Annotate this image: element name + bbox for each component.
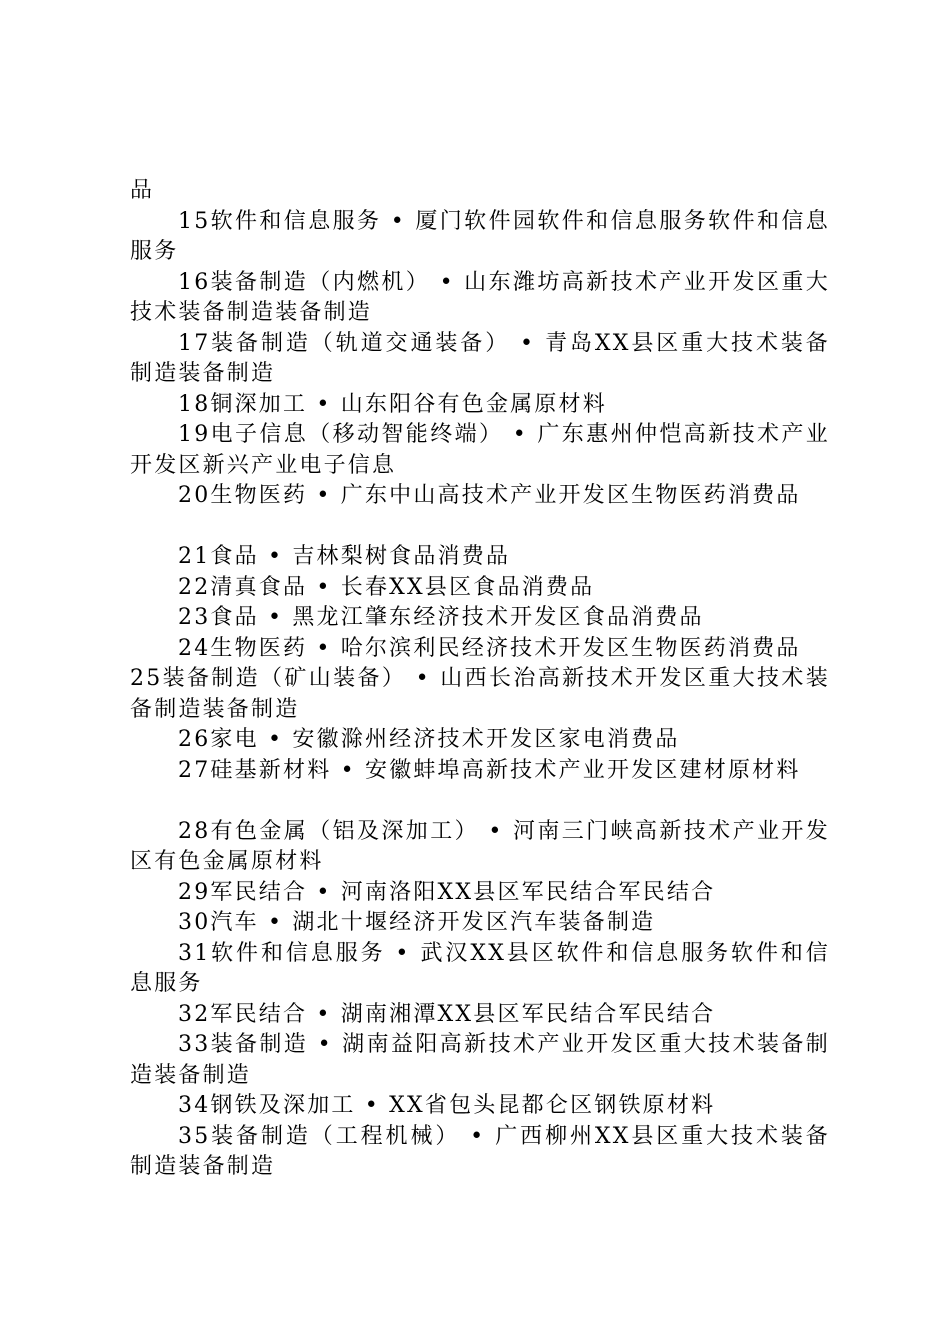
paragraph-2: 16装备制造（内燃机） • 山东潍坊高新技术产业开发区重大技术装备制造装备制造 [130, 269, 830, 325]
paragraph-13: 27硅基新材料 • 安徽蚌埠高新技术产业开发区建材原材料 [178, 757, 801, 783]
paragraph-10: 24生物医药 • 哈尔滨利民经济技术开发区生物医药消费品 [178, 635, 801, 661]
blank-line [130, 512, 830, 543]
paragraph-20: 34钢铁及深加工 • XX省包头昆都仑区钢铁原材料 [178, 1093, 716, 1118]
paragraph-12: 26家电 • 安徽滁州经济技术开发区家电消费品 [178, 727, 680, 752]
paragraph-4: 18铜深加工 • 山东阳谷有色金属原材料 [178, 391, 607, 417]
paragraph-16: 30汽车 • 湖北十堰经济开发区汽车装备制造 [178, 910, 656, 935]
paragraph-18: 32军民结合 • 湖南湘潭XX县区军民结合军民结合 [178, 1001, 716, 1027]
paragraph-15: 29军民结合 • 河南洛阳XX县区军民结合军民结合 [178, 879, 716, 905]
paragraph-3: 17装备制造（轨道交通装备） • 青岛XX县区重大技术装备制造装备制造 [130, 330, 830, 386]
paragraph-14: 28有色金属（铝及深加工） • 河南三门峡高新技术产业开发区有色金属原材料 [130, 818, 830, 874]
paragraph-6: 20生物医药 • 广东中山高技术产业开发区生物医药消费品 [178, 483, 801, 508]
paragraph-1: 15软件和信息服务 • 厦门软件园软件和信息服务软件和信息服务 [130, 208, 830, 264]
paragraph-11: 25装备制造（矿山装备） • 山西长治高新技术开发区重大技术装备制造装备制造 [130, 666, 830, 722]
document-body [130, 176, 830, 1183]
paragraph-7: 21食品 • 吉林梨树食品消费品 [178, 544, 511, 569]
paragraph-8: 22清真食品 • 长春XX县区食品消费品 [178, 574, 595, 600]
paragraph-21: 35装备制造（工程机械） • 广西柳州XX县区重大技术装备制造装备制造 [130, 1123, 830, 1179]
paragraph-9: 23食品 • 黑龙江肇东经济技术开发区食品消费品 [178, 605, 704, 630]
paragraph-17: 31软件和信息服务 • 武汉XX县区软件和信息服务软件和信息服务 [130, 940, 830, 996]
paragraph-5: 19电子信息（移动智能终端） • 广东惠州仲恺高新技术产业开发区新兴产业电子信息 [130, 422, 830, 478]
paragraph-0: 品 [130, 178, 155, 203]
paragraph-19: 33装备制造 • 湖南益阳高新技术产业开发区重大技术装备制造装备制造 [130, 1032, 830, 1088]
blank-line [130, 786, 830, 817]
